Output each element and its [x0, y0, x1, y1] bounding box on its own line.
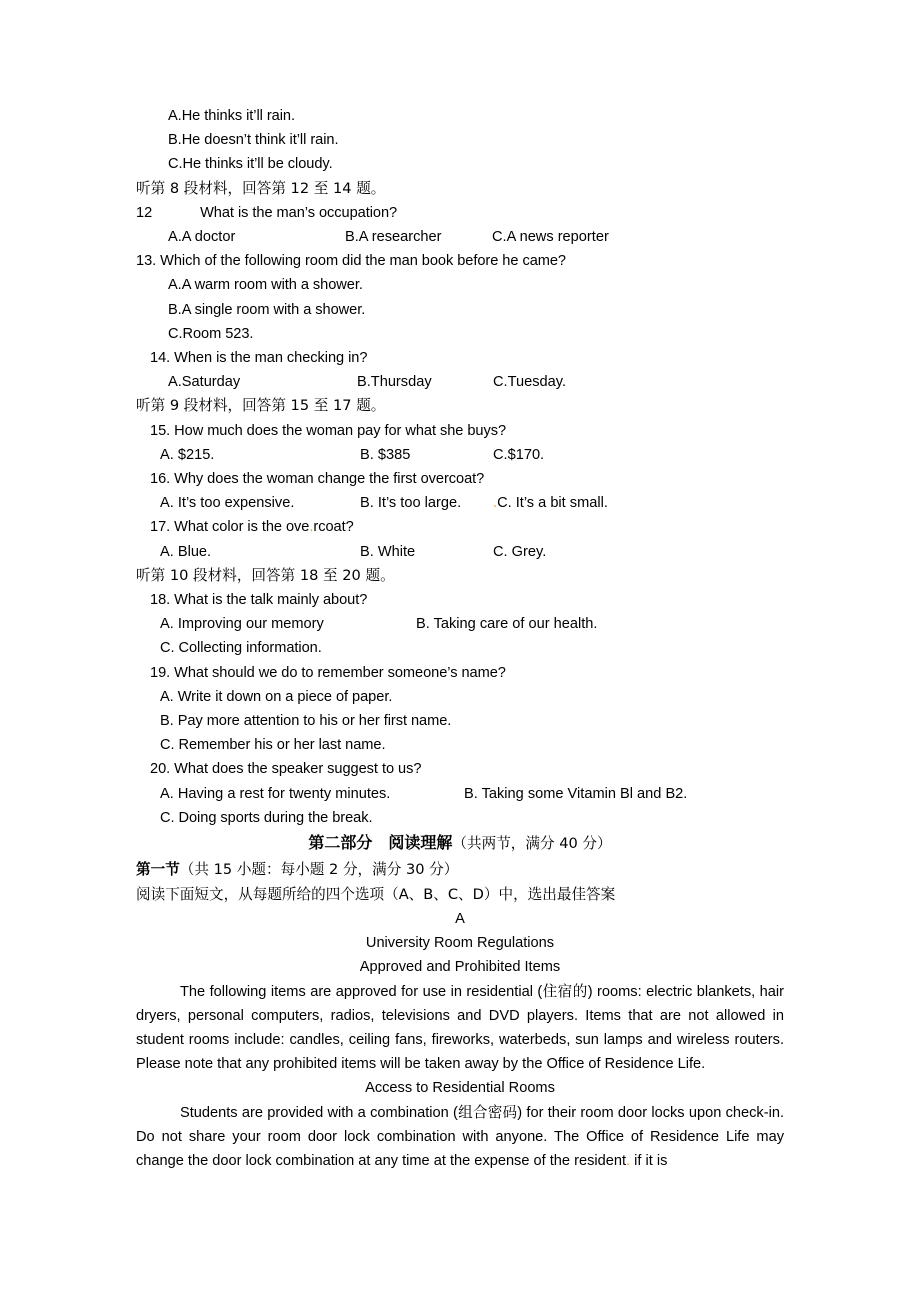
question-15-option-c: C.$170.: [493, 446, 545, 463]
question-19-option-c: C. Remember his or her last name.: [160, 737, 386, 754]
question-14-option-c: C.Tuesday.: [493, 374, 566, 391]
question-19-option-a: A. Write it down on a piece of paper.: [160, 688, 393, 705]
question-18-option-b: B. Taking care of our health.: [416, 616, 598, 633]
question-12-option-a: A.A doctor: [168, 229, 236, 246]
question-17-stem-part1: 17. What color is the ove: [150, 519, 310, 536]
question-17-option-b: B. White: [360, 543, 416, 560]
question-18-options-row: [136, 612, 784, 636]
passage-letter-a: A: [455, 910, 465, 927]
passage-paragraph-2: [136, 1101, 784, 1174]
question-14-option-b: B.Thursday: [357, 374, 432, 391]
question-16-option-c-group: [493, 491, 608, 515]
q11-option-b: B.He doesn’t think it’ll rain.: [168, 132, 339, 149]
question-18-option-a: A. Improving our memory: [160, 616, 324, 633]
question-17-stem-part2: rcoat?: [313, 519, 354, 536]
question-20-options-row: [136, 782, 784, 806]
listening-direction-material-9: 听第 9 段材料，回答第 15 至 17 题。: [136, 397, 386, 415]
question-17-stem: [136, 515, 784, 539]
question-19-option-b: B. Pay more attention to his or her first name.: [160, 712, 452, 729]
question-13-stem: 13. Which of the following room did the man book before he came?: [136, 253, 566, 270]
annotation-dot-q17: .: [309, 519, 314, 536]
question-19-stem: 19. What should we do to remember someone’s name?: [150, 664, 506, 681]
section-one-detail: （共 15 小题：每小题 2 分，满分 30 分）: [179, 860, 459, 878]
question-18-stem: 18. What is the talk mainly about?: [150, 591, 368, 608]
question-12-options: [136, 225, 784, 249]
question-13-option-b: B.A single room with a shower.: [168, 301, 366, 318]
question-14-options: [136, 370, 784, 394]
question-12-option-c: C.A news reporter: [492, 229, 609, 246]
passage-paragraph-2-part1: Students are provided with a combination (组合密码) for their room door locks upon check-in. Do not share your room door lock combination with anyone. The Office of Residence Life may change the door lock combination at any time at the expense of the resident: [136, 1104, 784, 1170]
q11-option-a: A.He thinks it’ll rain.: [168, 108, 295, 124]
question-14-option-a: A.Saturday: [168, 374, 241, 391]
q11-option-c: C.He thinks it’ll be cloudy.: [168, 156, 333, 173]
passage-paragraph-2-part2: if it is: [630, 1153, 668, 1170]
reading-instruction: 阅读下面短文，从每题所给的四个选项（A、B、C、D）中，选出最佳答案: [136, 885, 616, 903]
listening-direction-material-8: 听第 8 段材料，回答第 12 至 14 题。: [136, 179, 386, 197]
part-two-heading: [136, 830, 784, 857]
section-one-heading: [136, 857, 784, 882]
question-15-stem: 15. How much does the woman pay for what she buys?: [150, 422, 507, 439]
question-15-option-b: B. $385: [360, 446, 411, 463]
question-17-option-a: A. Blue.: [160, 543, 212, 560]
question-14-stem: 14. When is the man checking in?: [150, 350, 368, 367]
question-12-option-b: B.A researcher: [345, 229, 442, 246]
page-content: [136, 104, 784, 1173]
question-12-number: 12: [136, 204, 153, 221]
question-16-option-a: A. It’s too expensive.: [160, 495, 295, 512]
question-20-option-b: B. Taking some Vitamin Bl and B2.: [464, 785, 688, 802]
question-20-stem: 20. What does the speaker suggest to us?: [150, 761, 422, 778]
question-17-options: [136, 540, 784, 564]
question-13-option-a: A.A warm room with a shower.: [168, 277, 363, 294]
question-16-option-b: B. It’s too large.: [360, 495, 462, 512]
part-two-heading-paren: （共两节，满分 40 分）: [452, 834, 612, 852]
question-16-stem: 16. Why does the woman change the first overcoat?: [150, 471, 485, 487]
question-16-option-c: C. It’s a bit small.: [497, 495, 608, 512]
section-one-label: 第一节: [136, 860, 180, 878]
question-12-text: What is the man’s occupation?: [200, 204, 398, 221]
question-15-options: [136, 443, 784, 467]
listening-direction-material-10: 听第 10 段材料，回答第 18 至 20 题。: [136, 566, 395, 584]
question-15-option-a: A. $215.: [160, 446, 215, 463]
annotation-dot-q16: .: [493, 495, 498, 512]
question-13-option-c: C.Room 523.: [168, 325, 254, 342]
part-two-heading-main: 第二部分 阅读理解: [308, 832, 453, 852]
passage-paragraph-1: The following items are approved for use in residential (住宿的) rooms: electric blankets, hair dryers, personal computers, radios, televisions and DVD players. Items that are not allowed in student rooms include: candles, ceiling fans, fireworks, waterbeds, sun lamps and wireless routers. Please note that any prohibited items will be taken away by the Office of Residence Life.: [136, 983, 784, 1073]
passage-subtitle-approved-items: Approved and Prohibited Items: [359, 959, 561, 976]
question-16-options: [136, 491, 784, 515]
passage-title: University Room Regulations: [365, 935, 555, 952]
question-18-option-c: C. Collecting information.: [160, 640, 322, 657]
question-17-option-c: C. Grey.: [493, 543, 547, 560]
passage-subtitle-access: Access to Residential Rooms: [365, 1080, 555, 1097]
question-12-stem: [136, 201, 784, 225]
question-20-option-c: C. Doing sports during the break.: [160, 809, 373, 826]
annotation-dot-passage: .: [626, 1153, 631, 1170]
question-12-gap: [152, 205, 200, 221]
question-20-option-a: A. Having a rest for twenty minutes.: [160, 785, 391, 802]
